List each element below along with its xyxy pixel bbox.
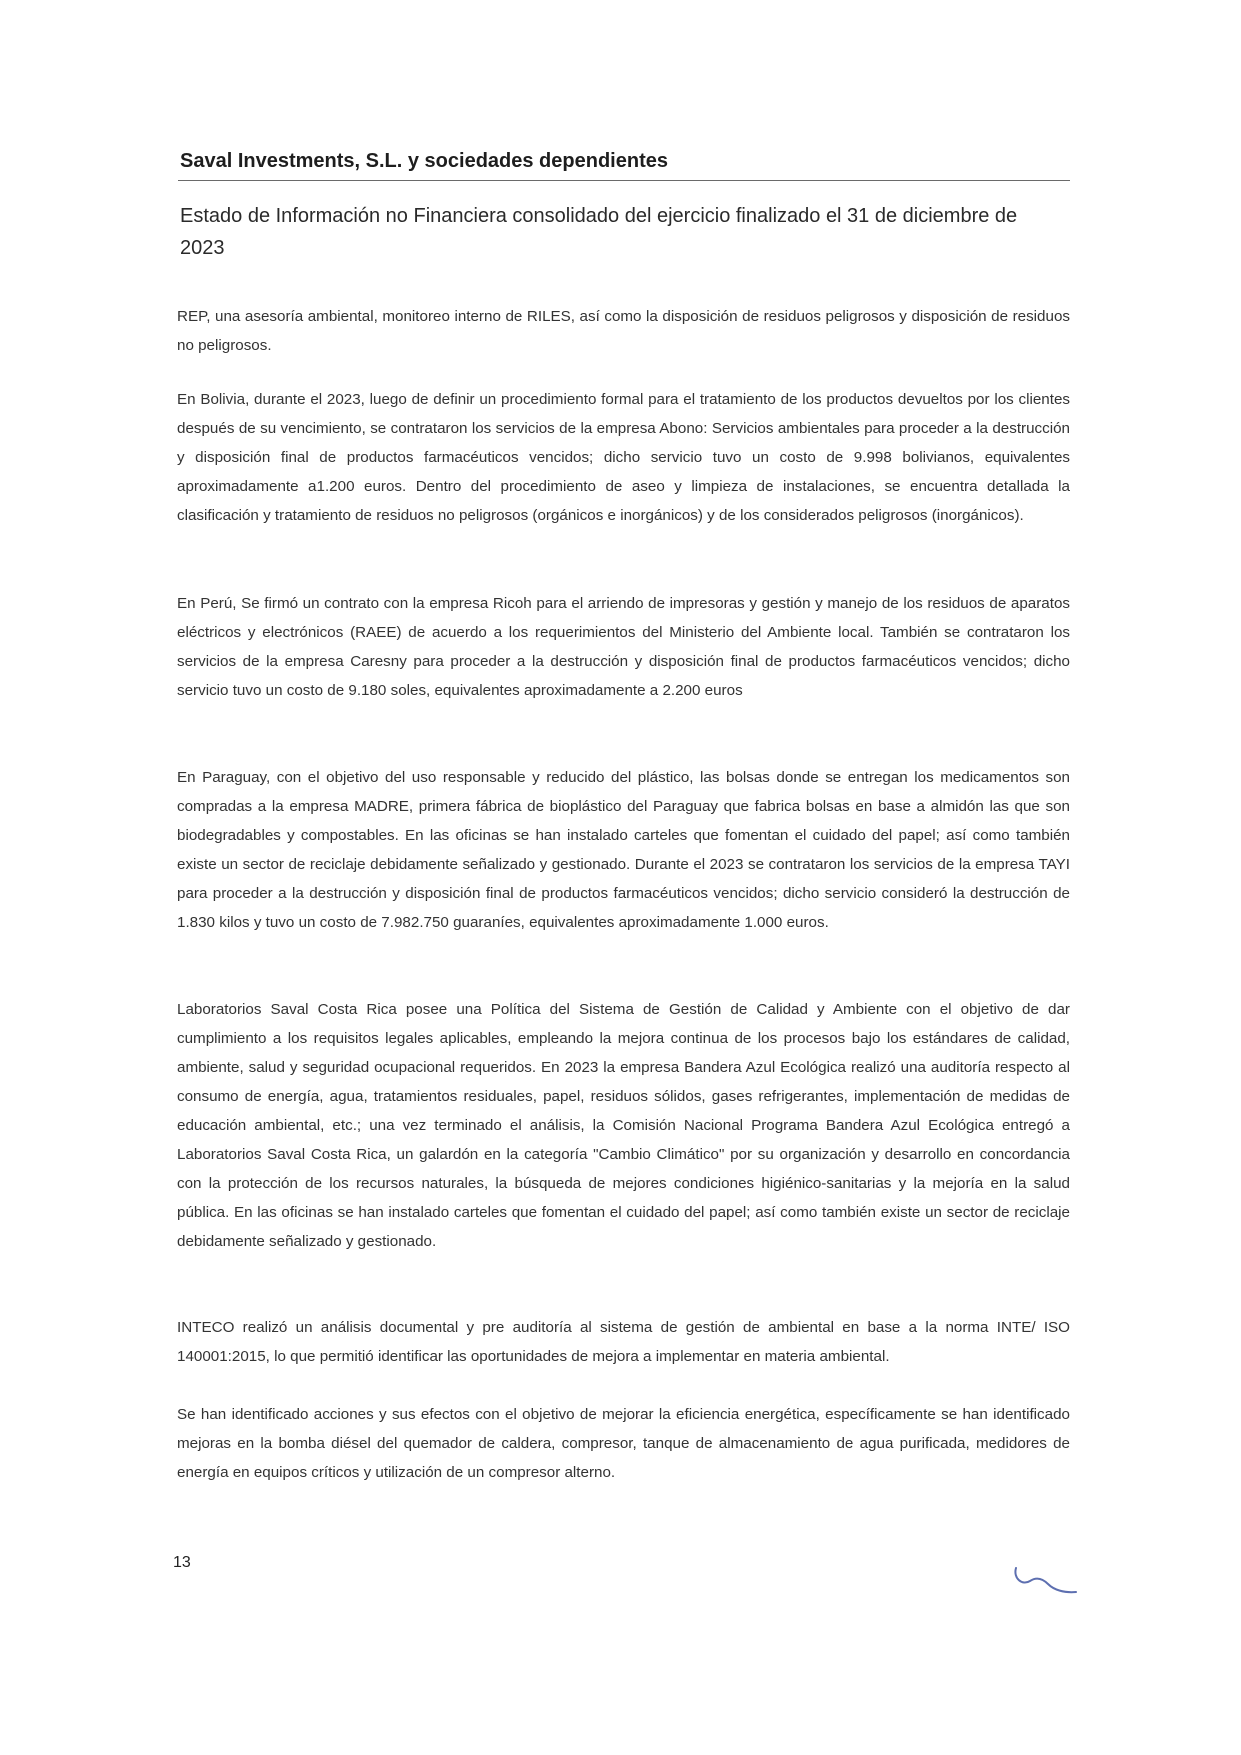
paragraph-energy-efficiency: Se han identificado acciones y sus efectos con el objetivo de mejorar la eficiencia energética, específicamente se han identificado mejoras en la bomba diésel del quemador de caldera, compresor, tanque de almacenamiento de agua purificada, medidores de energía en equipos críticos y utilización de un compresor alterno. [177, 1406, 1070, 1481]
page-number: 13 [173, 1554, 191, 1571]
header-divider [178, 180, 1070, 181]
signature-mark [1012, 1562, 1078, 1602]
report-subtitle: Estado de Información no Financiera consolidado del ejercicio finalizado el 31 de diciembre de 2023 [180, 205, 1018, 259]
paragraph-rep: REP, una asesoría ambiental, monitoreo interno de RILES, así como la disposición de residuos peligrosos y disposición de residuos no peligrosos. [177, 308, 1070, 354]
paragraph-costa-rica: Laboratorios Saval Costa Rica posee una Política del Sistema de Gestión de Calidad y Ambiente con el objetivo de dar cumplimiento a los requisitos legales aplicables, empleando la mejora continua de los procesos bajo los estándares de calidad, ambiente, salud y seguridad ocupacional requeridos. En 2023 la empresa Bandera Azul Ecológica realizó una auditoría respecto al consumo de energía, agua, tratamientos residuales, papel, residuos sólidos, gases refrigerantes, implementación de medidas de educación ambiental, etc.; una vez terminado el análisis, la Comisión Nacional Programa Bandera Azul Ecológica entregó a Laboratorios Saval Costa Rica, un galardón en la categoría "Cambio Climático" por su organización y desarrollo en concordancia con la protección de los recursos naturales, la búsqueda de mejores condiciones higiénico-sanitarias y la mejoría en la salud pública. En las oficinas se han instalado carteles que fomentan el cuidado del papel; así como también existe un sector de reciclaje debidamente señalizado y gestionado. [177, 1001, 1070, 1250]
paragraph-inteco: INTECO realizó un análisis documental y pre auditoría al sistema de gestión de ambiental en base a la norma INTE/ ISO 140001:2015, lo que permitió identificar las oportunidades de mejora a implementar en materia ambiental. [177, 1319, 1070, 1365]
paragraph-peru: En Perú, Se firmó un contrato con la empresa Ricoh para el arriendo de impresoras y gestión y manejo de los residuos de aparatos eléctricos y electrónicos (RAEE) de acuerdo a los requerimientos del Ministerio del Ambiente local. También se contrataron los servicios de la empresa Caresny para proceder a la destrucción y disposición final de productos farmacéuticos vencidos; dicho servicio tuvo un costo de 9.180 soles, equivalentes aproximadamente a 2.200 euros [177, 595, 1070, 699]
paragraph-bolivia: En Bolivia, durante el 2023, luego de definir un procedimiento formal para el tratamiento de los productos devueltos por los clientes después de su vencimiento, se contrataron los servicios de la empresa Abono: Servicios ambientales para proceder a la destrucción y disposición final de productos farmacéuticos vencidos; dicho servicio tuvo un costo de 9.998 bolivianos, equivalentes aproximadamente a1.200 euros. Dentro del procedimiento de aseo y limpieza de instalaciones, se encuentra detallada la clasificación y tratamiento de residuos no peligrosos (orgánicos e inorgánicos) y de los considerados peligrosos (inorgánicos). [177, 391, 1070, 524]
paragraph-paraguay: En Paraguay, con el objetivo del uso responsable y reducido del plástico, las bolsas donde se entregan los medicamentos son compradas a la empresa MADRE, primera fábrica de bioplástico del Paraguay que fabrica bolsas en base a almidón las que son biodegradables y compostables. En las oficinas se han instalado carteles que fomentan el cuidado del papel; así como también existe un sector de reciclaje debidamente señalizado y gestionado. Durante el 2023 se contrataron los servicios de la empresa TAYI para proceder a la destrucción y disposición final de productos farmacéuticos vencidos; dicho servicio consideró la destrucción de 1.830 kilos y tuvo un costo de 7.982.750 guaraníes, equivalentes aproximadamente 1.000 euros. [177, 769, 1070, 931]
company-name: Saval Investments, S.L. y sociedades dependientes [180, 150, 668, 172]
